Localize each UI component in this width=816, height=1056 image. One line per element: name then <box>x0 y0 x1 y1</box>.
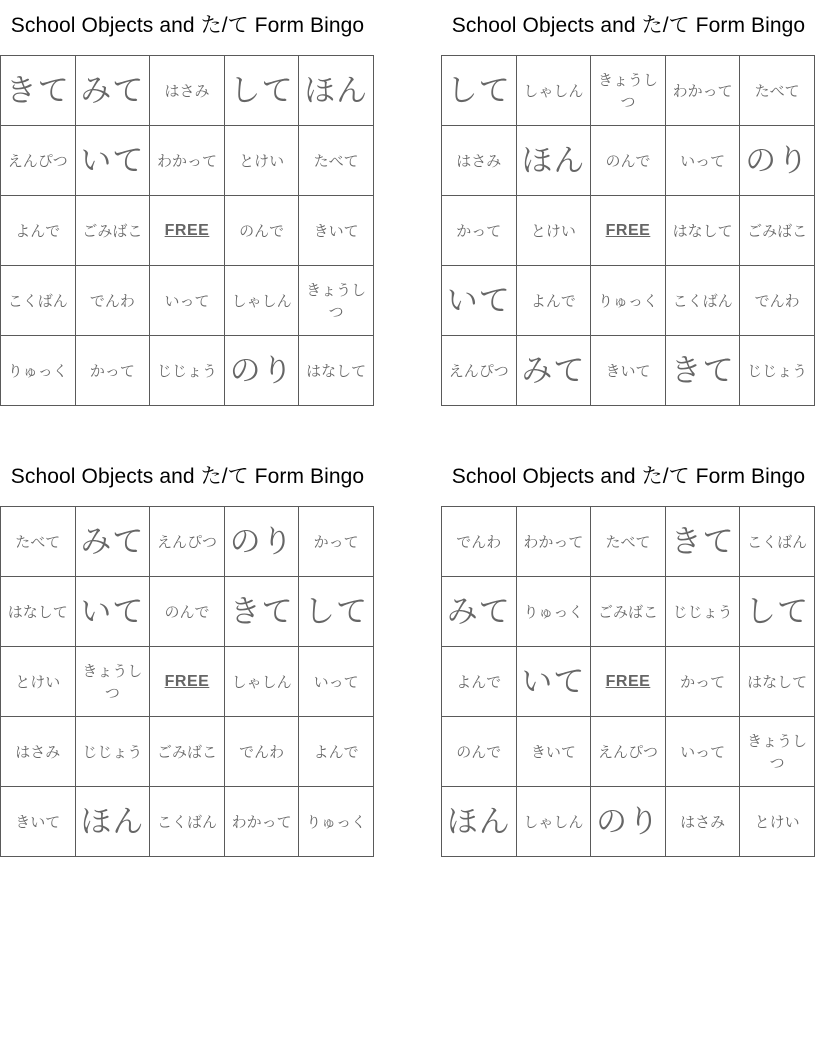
bingo-cell: こくばん <box>1 266 76 336</box>
free-space: FREE <box>150 647 225 717</box>
bingo-grid <box>441 55 815 406</box>
bingo-cell: しゃしん <box>517 787 592 857</box>
bingo-cell: わかって <box>666 56 741 126</box>
bingo-cell: しゃしん <box>225 266 300 336</box>
bingo-cell: きいて <box>1 787 76 857</box>
bingo-cell: ごみばこ <box>150 717 225 787</box>
bingo-cell: とけい <box>740 787 815 857</box>
bingo-cell: とけい <box>517 196 592 266</box>
bingo-cell: えんぴつ <box>591 717 666 787</box>
bingo-cell: のんで <box>591 126 666 196</box>
bingo-cell: のり <box>591 787 666 857</box>
bingo-cell: いって <box>666 717 741 787</box>
bingo-cell: して <box>299 577 374 647</box>
bingo-cell: みて <box>76 56 151 126</box>
bingo-cell: いて <box>442 266 517 336</box>
bingo-cell: のんで <box>150 577 225 647</box>
bingo-card-1 <box>0 0 375 406</box>
bingo-cell: こくばん <box>666 266 741 336</box>
bingo-cell: はなして <box>740 647 815 717</box>
bingo-cell: かって <box>442 196 517 266</box>
bingo-cell: じじょう <box>740 336 815 406</box>
bingo-cell: きょうしつ <box>740 717 815 787</box>
bingo-cell: のんで <box>442 717 517 787</box>
bingo-cell: でんわ <box>740 266 815 336</box>
bingo-grid <box>441 506 815 857</box>
bingo-cell: かって <box>299 507 374 577</box>
bingo-cell: きて <box>666 336 741 406</box>
bingo-cell: じじょう <box>76 717 151 787</box>
bingo-cell: ごみばこ <box>76 196 151 266</box>
bingo-cell: ほん <box>299 56 374 126</box>
bingo-cell: えんぴつ <box>1 126 76 196</box>
bingo-cell: きいて <box>299 196 374 266</box>
bingo-cell: いって <box>150 266 225 336</box>
bingo-grid <box>0 55 374 406</box>
bingo-cell: りゅっく <box>517 577 592 647</box>
bingo-cell: いって <box>666 126 741 196</box>
bingo-cell: かって <box>76 336 151 406</box>
bingo-cell: よんで <box>442 647 517 717</box>
bingo-cell: きて <box>225 577 300 647</box>
bingo-cell: みて <box>442 577 517 647</box>
bingo-cell: はさみ <box>150 56 225 126</box>
bingo-cell: たべて <box>299 126 374 196</box>
bingo-cell: きいて <box>591 336 666 406</box>
bingo-cell: いって <box>299 647 374 717</box>
bingo-cell: でんわ <box>76 266 151 336</box>
bingo-cell: りゅっく <box>1 336 76 406</box>
bingo-cell: たべて <box>591 507 666 577</box>
bingo-cell: ごみばこ <box>740 196 815 266</box>
bingo-cell: よんで <box>517 266 592 336</box>
bingo-cell: のり <box>225 507 300 577</box>
bingo-cell: しゃしん <box>225 647 300 717</box>
bingo-cell: じじょう <box>666 577 741 647</box>
free-space: FREE <box>591 196 666 266</box>
bingo-cell: はさみ <box>666 787 741 857</box>
bingo-cell: じじょう <box>150 336 225 406</box>
bingo-cell: かって <box>666 647 741 717</box>
bingo-cell: はなして <box>299 336 374 406</box>
bingo-cell: して <box>225 56 300 126</box>
bingo-cell: のんで <box>225 196 300 266</box>
bingo-cell: はなして <box>1 577 76 647</box>
bingo-cell: しゃしん <box>517 56 592 126</box>
bingo-cell: とけい <box>1 647 76 717</box>
bingo-cell: でんわ <box>442 507 517 577</box>
bingo-card-4 <box>441 451 816 857</box>
bingo-cell: こくばん <box>150 787 225 857</box>
bingo-cell: して <box>740 577 815 647</box>
card-title: School Objects and た/て Form Bingo <box>451 14 806 37</box>
bingo-cell: とけい <box>225 126 300 196</box>
card-title: School Objects and た/て Form Bingo <box>451 465 806 488</box>
bingo-cell: きょうしつ <box>591 56 666 126</box>
bingo-cell: きて <box>666 507 741 577</box>
bingo-cell: りゅっく <box>591 266 666 336</box>
bingo-cell: こくばん <box>740 507 815 577</box>
bingo-cell: わかって <box>225 787 300 857</box>
bingo-cell: きて <box>1 56 76 126</box>
bingo-cell: ごみばこ <box>591 577 666 647</box>
bingo-cell: のり <box>225 336 300 406</box>
bingo-cell: いて <box>76 126 151 196</box>
bingo-cell: えんぴつ <box>442 336 517 406</box>
bingo-cell: きいて <box>517 717 592 787</box>
bingo-cell: たべて <box>740 56 815 126</box>
bingo-cell: りゅっく <box>299 787 374 857</box>
bingo-cell: のり <box>740 126 815 196</box>
bingo-cell: はさみ <box>442 126 517 196</box>
bingo-cell: いて <box>517 647 592 717</box>
bingo-cell: して <box>442 56 517 126</box>
bingo-cell: きょうしつ <box>76 647 151 717</box>
bingo-cell: でんわ <box>225 717 300 787</box>
bingo-cell: えんぴつ <box>150 507 225 577</box>
bingo-cell: みて <box>517 336 592 406</box>
bingo-cell: ほん <box>442 787 517 857</box>
free-space: FREE <box>591 647 666 717</box>
bingo-cell: たべて <box>1 507 76 577</box>
bingo-cell: よんで <box>299 717 374 787</box>
bingo-cell: ほん <box>76 787 151 857</box>
bingo-cell: ほん <box>517 126 592 196</box>
bingo-cell: はなして <box>666 196 741 266</box>
bingo-cell: みて <box>76 507 151 577</box>
bingo-cell: はさみ <box>1 717 76 787</box>
bingo-cell: わかって <box>150 126 225 196</box>
bingo-card-2 <box>441 0 816 406</box>
bingo-cell: わかって <box>517 507 592 577</box>
bingo-cell: きょうしつ <box>299 266 374 336</box>
free-space: FREE <box>150 196 225 266</box>
bingo-card-3 <box>0 451 375 857</box>
bingo-grid <box>0 506 374 857</box>
bingo-cell: いて <box>76 577 151 647</box>
bingo-cell: よんで <box>1 196 76 266</box>
card-title: School Objects and た/て Form Bingo <box>10 465 365 488</box>
card-title: School Objects and た/て Form Bingo <box>10 14 365 37</box>
